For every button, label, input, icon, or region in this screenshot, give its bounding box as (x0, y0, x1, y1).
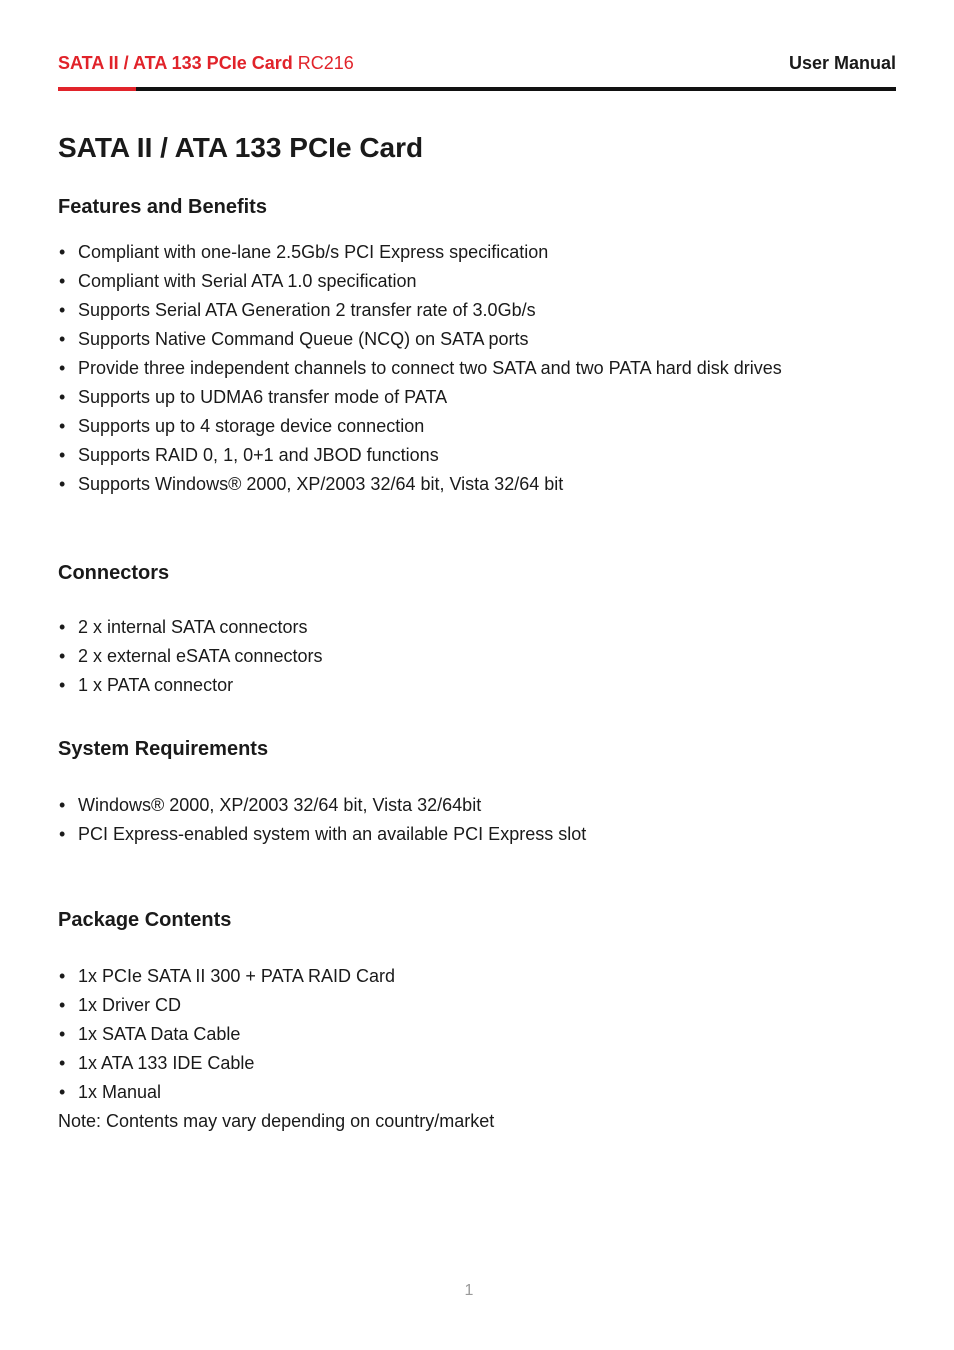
section-heading: Connectors (58, 562, 170, 584)
list-item: • 1x ATA 133 IDE Cable (58, 1049, 896, 1078)
page-title: SATA II / ATA 133 PCIe Card (58, 132, 424, 163)
list-item: • 1x Driver CD (58, 991, 896, 1020)
list-item: • Supports RAID 0, 1, 0+1 and JBOD functions (58, 441, 896, 470)
features-list (58, 238, 896, 499)
header-product-line (58, 53, 354, 74)
section-heading: Package Contents (58, 909, 232, 931)
header-product-name: SATA II / ATA 133 PCIe Card (58, 53, 293, 73)
package-contents-list (58, 962, 896, 1107)
list-item: • 1x Manual (58, 1078, 896, 1107)
list-item: • Supports Windows® 2000, XP/2003 32/64 bit, Vista 32/64 bit (58, 470, 896, 499)
section-connectors (58, 560, 896, 700)
list-item: • 2 x internal SATA connectors (58, 613, 896, 642)
page-content (58, 128, 896, 1136)
list-item: • Supports up to 4 storage device connection (58, 412, 896, 441)
list-item: • PCI Express-enabled system with an available PCI Express slot (58, 820, 896, 849)
header-doc-type: User Manual (788, 53, 896, 73)
header-rule (58, 87, 896, 91)
list-item: • Windows® 2000, XP/2003 32/64 bit, Vista 32/64bit (58, 791, 896, 820)
package-note: Note: Contents may vary depending on country/market (58, 1111, 495, 1131)
header-rule-accent (58, 87, 136, 91)
list-item: • 2 x external eSATA connectors (58, 642, 896, 671)
section-package-contents (58, 907, 896, 1136)
system-requirements-list (58, 791, 896, 849)
section-system-requirements (58, 736, 896, 849)
section-heading: Features and Benefits (58, 196, 267, 218)
list-item: • 1x SATA Data Cable (58, 1020, 896, 1049)
list-item: • 1 x PATA connector (58, 671, 896, 700)
connectors-list (58, 613, 896, 700)
list-item: • Compliant with one-lane 2.5Gb/s PCI Express specification (58, 238, 896, 267)
page-number: 1 (464, 1282, 474, 1299)
page-header (58, 53, 896, 77)
list-item: • Supports Native Command Queue (NCQ) on SATA ports (58, 325, 896, 354)
list-item: • Supports up to UDMA6 transfer mode of PATA (58, 383, 896, 412)
list-item: • Supports Serial ATA Generation 2 transfer rate of 3.0Gb/s (58, 296, 896, 325)
list-item: • Compliant with Serial ATA 1.0 specification (58, 267, 896, 296)
list-item: • 1x PCIe SATA II 300 + PATA RAID Card (58, 962, 896, 991)
section-heading: System Requirements (58, 738, 269, 760)
list-item: • Provide three independent channels to connect two SATA and two PATA hard disk drives (58, 354, 896, 383)
section-features (58, 194, 896, 499)
header-model-number: RC216 (297, 53, 354, 73)
